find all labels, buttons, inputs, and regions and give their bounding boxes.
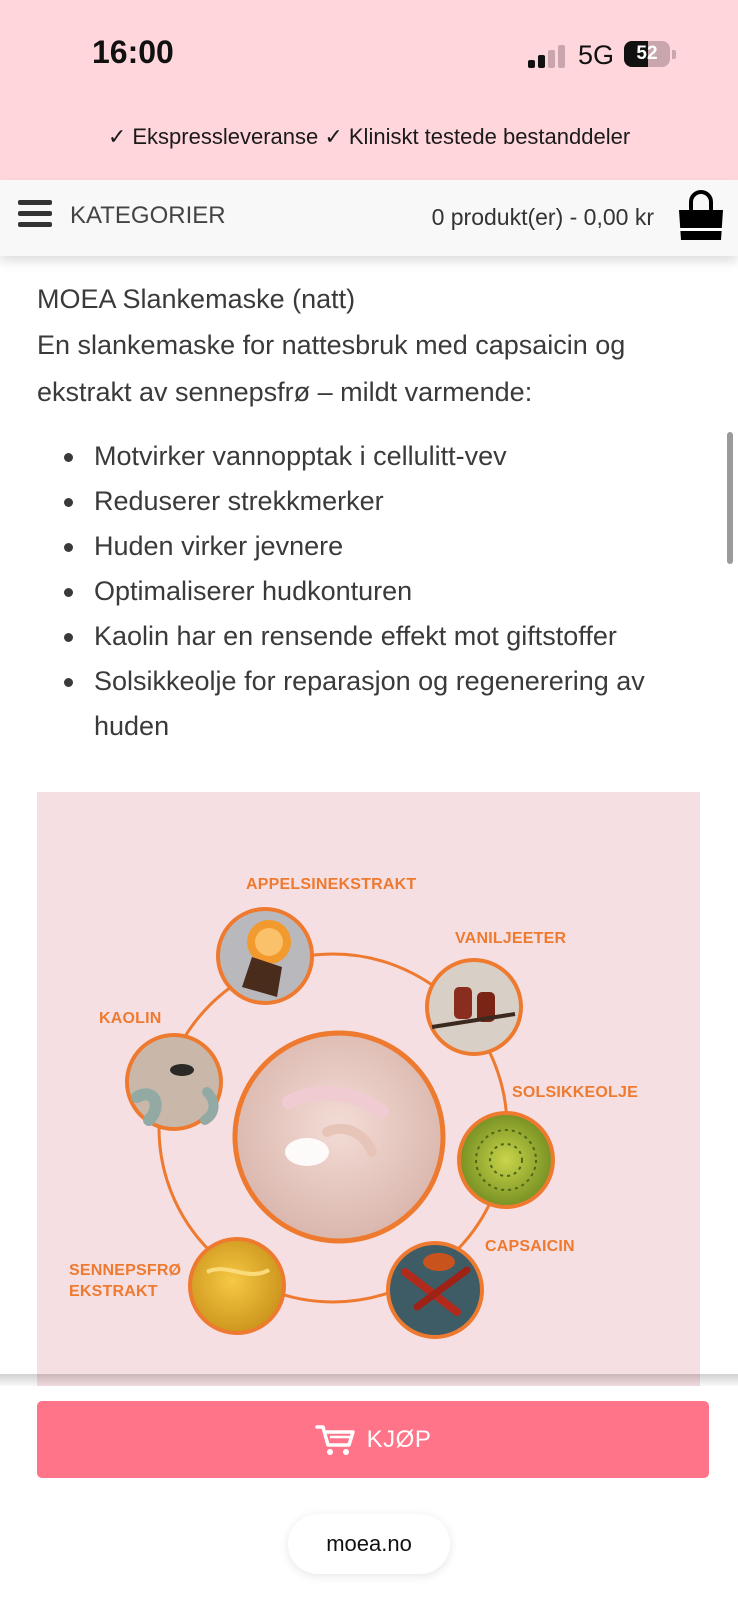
signal-icon xyxy=(528,46,568,68)
status-bar xyxy=(0,0,738,110)
benefits-list xyxy=(37,434,707,749)
list-item: Optimaliserer hudkonturen xyxy=(37,569,707,614)
list-item: Kaolin har en rensende effekt mot giftstoffer xyxy=(37,614,707,659)
buy-button[interactable] xyxy=(37,1401,709,1478)
sunflower-photo xyxy=(459,1113,553,1207)
promo-banner: ✓ Ekspressleveranse ✓ Kliniskt testede bestanddeler xyxy=(107,124,631,149)
bottom-bar xyxy=(0,1386,738,1600)
shopping-bag-icon[interactable] xyxy=(676,190,726,242)
label-capsaicin: CAPSAICIN xyxy=(485,1238,575,1255)
product-title: MOEA Slankemaske (natt) xyxy=(37,284,356,314)
label-sunflower-oil: SOLSIKKEOLJE xyxy=(512,1084,638,1101)
battery-icon xyxy=(624,41,670,67)
buy-label: KJØP xyxy=(366,1425,432,1453)
list-item: Solsikkeolje for reparasjon og regenerering av huden xyxy=(37,659,707,749)
browser-url-pill[interactable]: moea.no xyxy=(288,1514,450,1574)
cart-summary[interactable]: 0 produkt(er) - 0,00 kr xyxy=(431,204,654,230)
categories-link[interactable]: KATEGORIER xyxy=(70,202,226,229)
list-item: Huden virker jevnere xyxy=(37,524,707,569)
navbar xyxy=(0,180,738,256)
ingredients-graphic xyxy=(37,792,700,1392)
list-item: Motvirker vannopptak i cellulitt-vev xyxy=(37,434,707,479)
hamburger-menu-icon[interactable] xyxy=(18,200,52,228)
product-content xyxy=(37,276,707,749)
mustard-photo xyxy=(190,1239,284,1333)
scrollbar-thumb[interactable] xyxy=(727,432,733,564)
shopping-cart-icon xyxy=(315,1423,355,1457)
label-mustard-extract: SENNEPSFRØ EKSTRAKT xyxy=(69,1262,182,1300)
vanilla-photo xyxy=(427,960,521,1054)
label-vanilla: VANILJEETER xyxy=(455,930,567,947)
status-time: 16:00 xyxy=(92,34,174,70)
battery-level: 52 xyxy=(636,43,658,64)
label-kaolin: KAOLIN xyxy=(99,1010,162,1027)
network-type: 5G xyxy=(578,40,615,70)
list-item: Reduserer strekkmerker xyxy=(37,479,707,524)
skin-photo xyxy=(235,1033,443,1241)
label-orange-extract: APPELSINEKSTRAKT xyxy=(246,876,417,893)
battery-tip xyxy=(672,50,676,59)
product-description: En slankemaske for nattesbruk med capsaicin og ekstrakt av sennepsfrø – mildt varmende: xyxy=(37,330,626,407)
